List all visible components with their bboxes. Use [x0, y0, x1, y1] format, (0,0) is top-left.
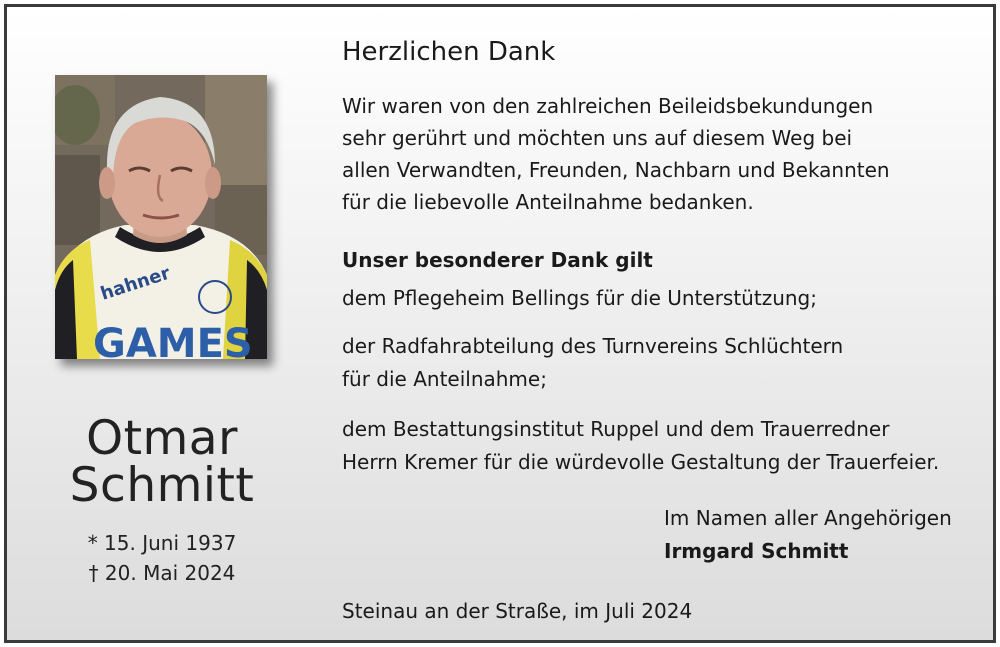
first-name: Otmar [86, 411, 238, 466]
portrait-photo [55, 75, 267, 359]
signer-name: Irmgard Schmitt [664, 539, 849, 563]
thanks-line: für die Anteilnahme; [342, 367, 547, 391]
thanks-line: Herrn Kremer für die würdevolle Gestaltung der Trauerfeier. [342, 450, 940, 474]
thanks-line: dem Bestattungsinstitut Ruppel und dem Trauerredner [342, 417, 890, 441]
intro-line: allen Verwandten, Freunden, Nachbarn und Bekannten [342, 158, 890, 182]
thanks-heading: Unser besonderer Dank gilt [342, 248, 653, 272]
death-date: † 20. Mai 2024 [88, 561, 236, 585]
obituary-card [4, 4, 996, 643]
deceased-name [37, 411, 287, 513]
last-name: Schmitt [69, 458, 255, 513]
intro-line: für die liebevolle Anteilnahme bedanken. [342, 190, 754, 214]
jersey-brand-text: hahner [98, 262, 173, 305]
thanks-line: der Radfahrabteilung des Turnvereins Schlüchtern [342, 334, 844, 358]
intro-line: sehr gerührt und möchten uns auf diesem Weg bei [342, 126, 853, 150]
life-dates [37, 528, 287, 588]
on-behalf-text: Im Namen aller Angehörigen [664, 506, 952, 530]
jersey-logo-text: GAMES [93, 321, 253, 359]
portrait-illustration [55, 75, 267, 359]
thanks-line: dem Pflegeheim Bellings für die Unterstützung; [342, 286, 817, 310]
intro-line: Wir waren von den zahlreichen Beileidsbekundungen [342, 94, 874, 118]
place-date: Steinau an der Straße, im Juli 2024 [342, 599, 693, 623]
heading: Herzlichen Dank [342, 37, 556, 67]
birth-date: * 15. Juni 1937 [87, 531, 237, 555]
